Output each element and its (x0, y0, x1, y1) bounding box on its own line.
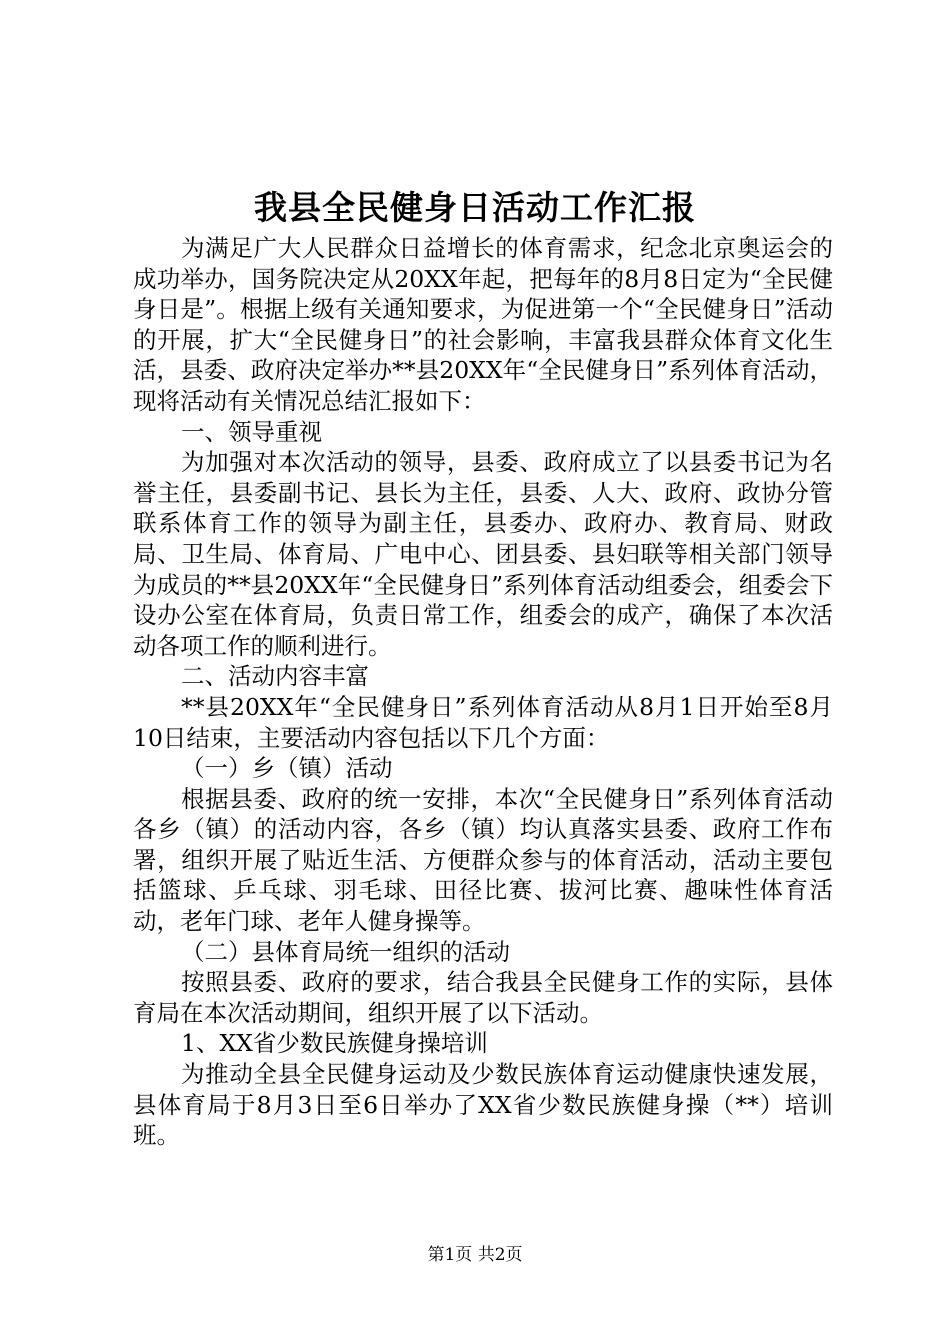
item-heading-training: 1、XX省少数民族健身操培训 (181, 1029, 488, 1058)
subsection-heading-sports-bureau: （二）县体育局统一组织的活动 (181, 937, 510, 966)
training-paragraph: 为推动全县全民健身运动及少数民族体育运动健康快速发展，县体育局于8月3日至6日举办了XX省少数民族健身操（**）培训班。 (133, 1060, 833, 1150)
content-intro-paragraph: **县20XX年“全民健身日”系列体育活动从8月1日开始至8月10日结束，主要活动内容包括以下几个方面： (133, 692, 833, 752)
township-paragraph: 根据县委、政府的统一安排，本次“全民健身日”系列体育活动各乡（镇）的活动内容，各乡（镇）均认真落实县委、政府工作布署，组织开展了贴近生活、方便群众参与的体育活动，活动主要包括篮球、乒乓球、羽毛球、田径比赛、拔河比赛、趣味性体育活动，老年门球、老年人健身操等。 (133, 784, 833, 936)
sports-bureau-paragraph: 按照县委、政府的要求，结合我县全民健身工作的实际，县体育局在本次活动期间，组织开展了以下活动。 (133, 968, 833, 1027)
intro-paragraph: 为满足广大人民群众日益增长的体育需求，纪念北京奥运会的成功举办，国务院决定从20XX年起，把每年的8月8日定为“全民健身日是”。根据上级有关通知要求，为促进第一个“全民健身日”活动的开展，扩大“全民健身日”的社会影响，丰富我县群众体育文化生活，县委、政府决定举办**县20XX年“全民健身日”系列体育活动，现将活动有关情况总结汇报如下： (133, 234, 833, 415)
section-heading-content: 二、活动内容丰富 (181, 662, 369, 691)
document-body (133, 233, 833, 1151)
section-heading-leadership: 一、领导重视 (181, 417, 322, 446)
document-title: 我县全民健身日活动工作汇报 (254, 188, 696, 227)
subsection-heading-township: （一）乡（镇）活动 (181, 754, 393, 783)
leadership-paragraph: 为加强对本次活动的领导，县委、政府成立了以县委书记为名誉主任，县委副书记、县长为主任，县委、人大、政府、政协分管联系体育工作的领导为副主任，县委办、政府办、教育局、财政局、卫生局、体育局、广电中心、团县委、县妇联等相关部门领导为成员的**县20XX年“全民健身日”系列体育活动组委会，组委会下设办公室在体育局，负责日常工作，组委会的成产，确保了本次活动各项工作的顺利进行。 (133, 448, 833, 660)
page-footer: 第1页 共2页 (427, 1245, 523, 1265)
